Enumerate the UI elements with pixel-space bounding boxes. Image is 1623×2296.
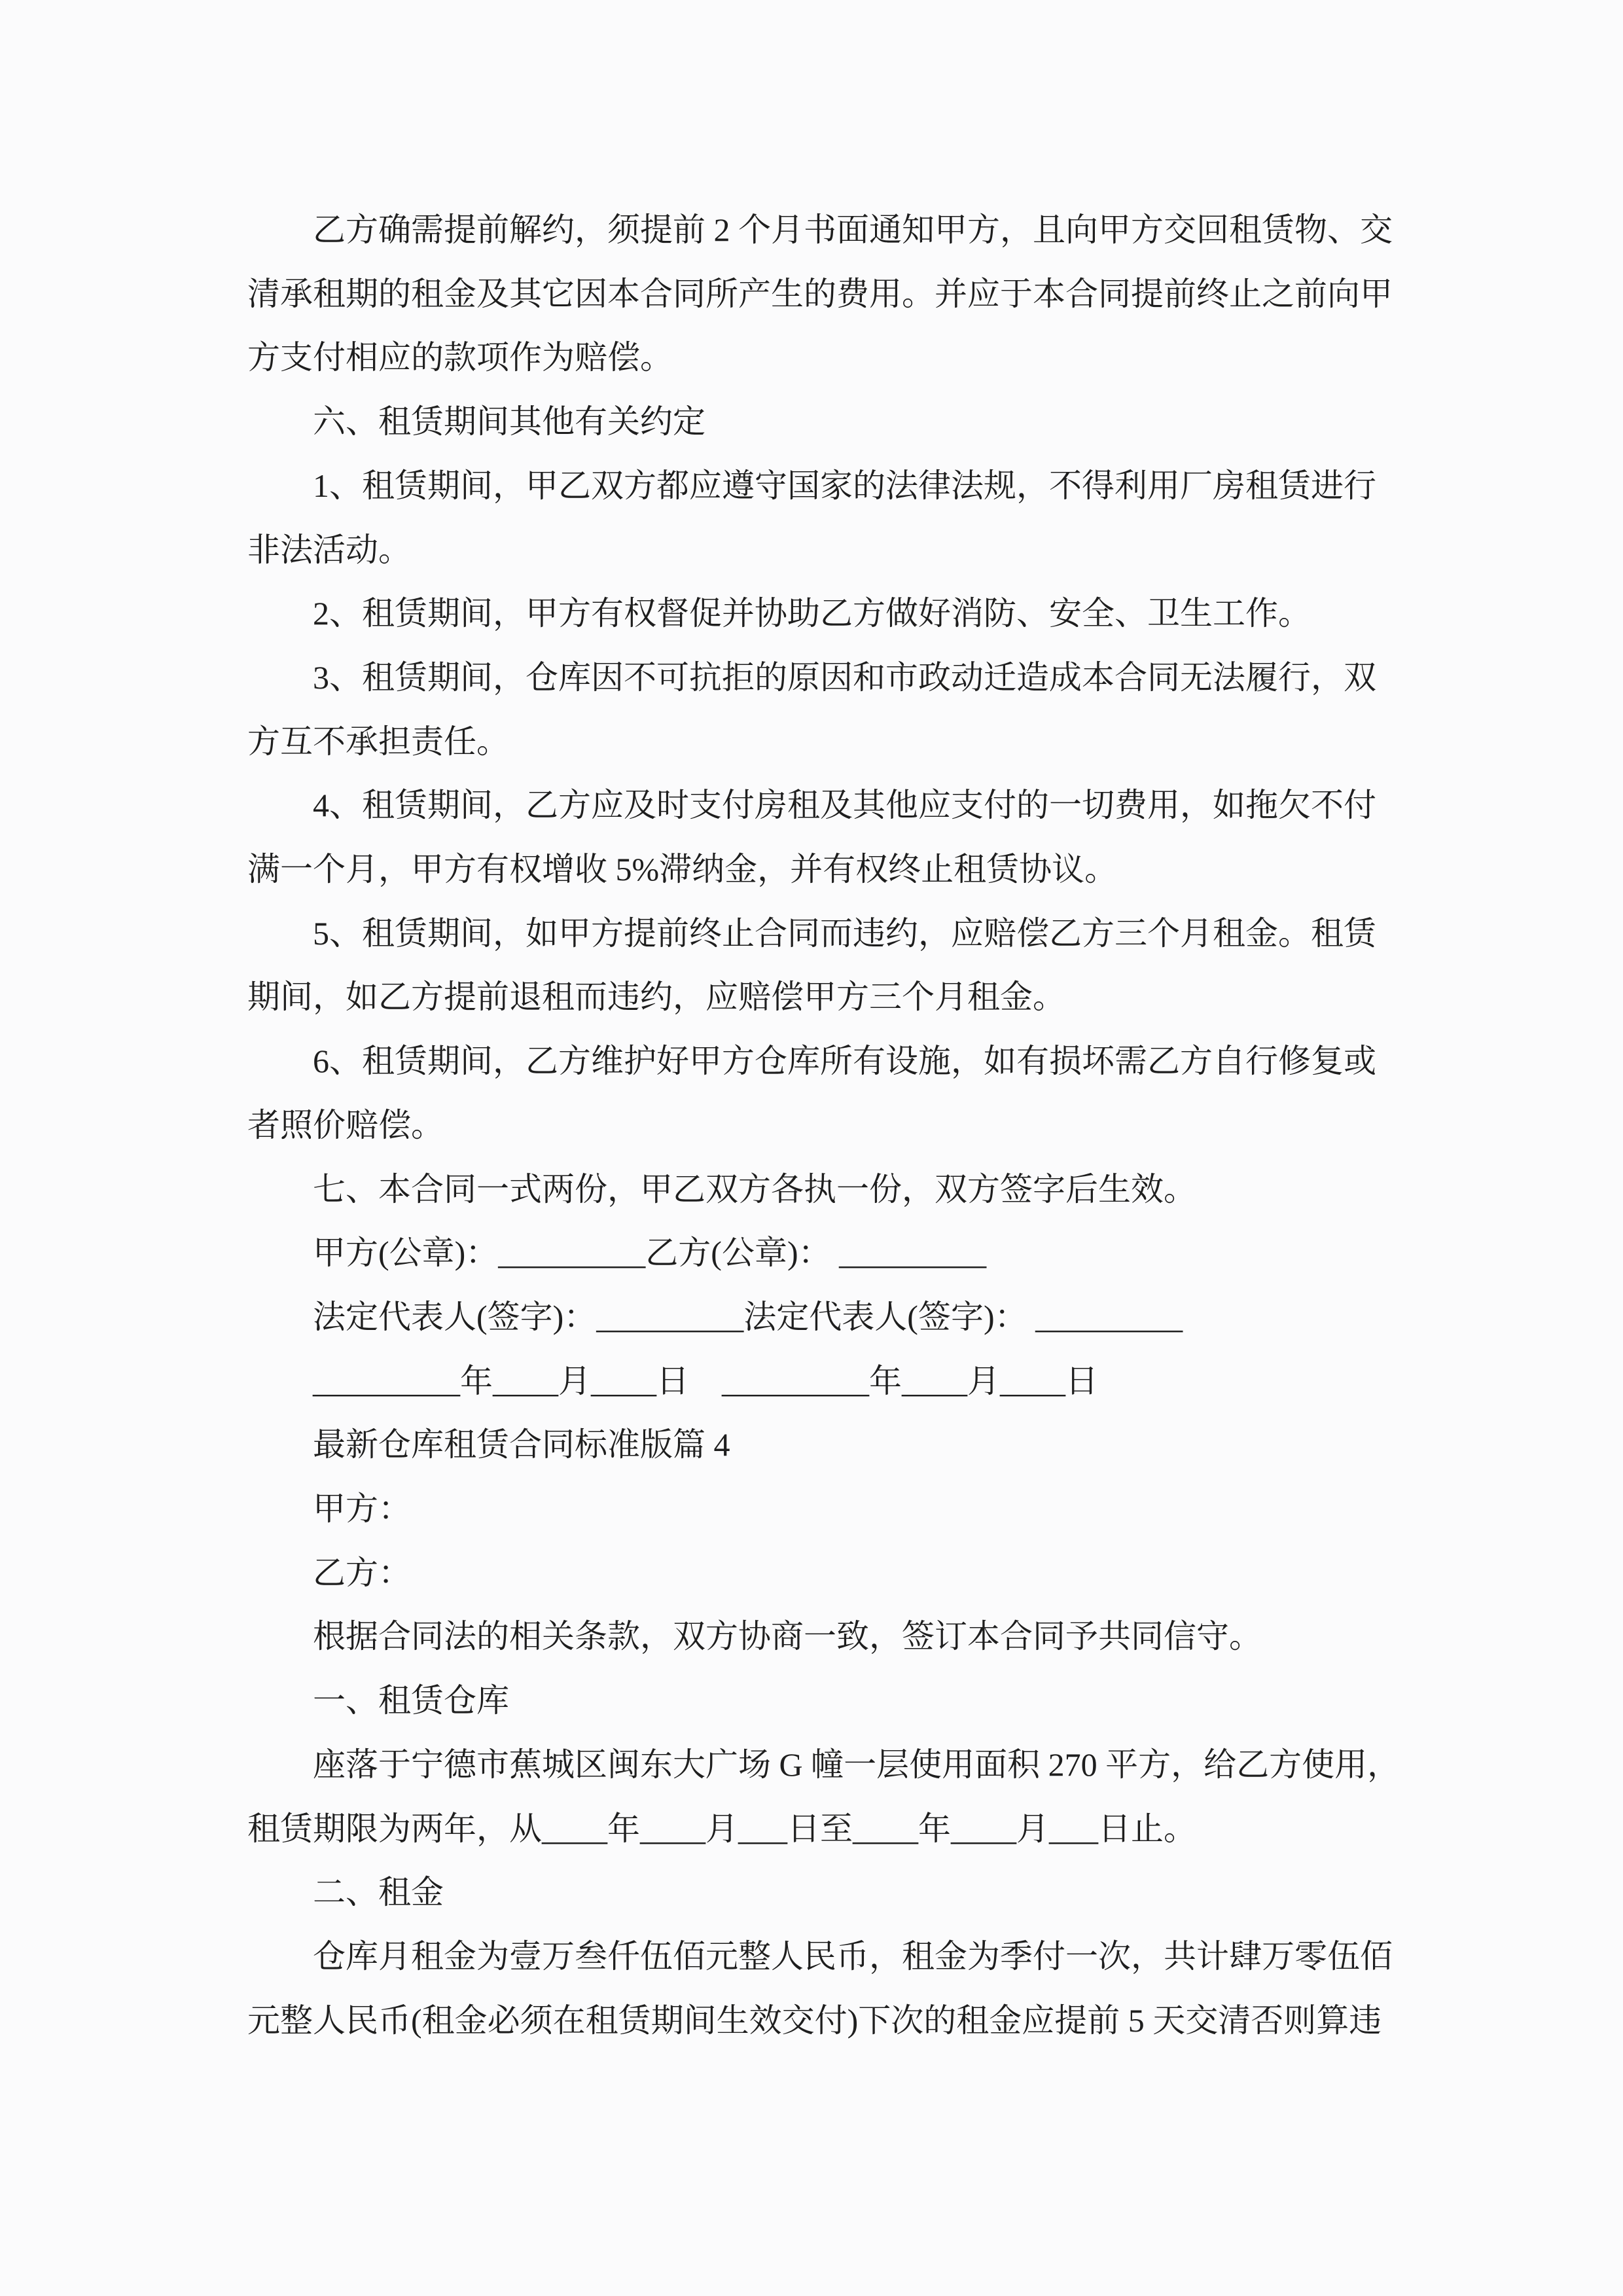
contract-line-10: 4、租赁期间，乙方应及时支付房租及其他应支付的一切费用，如拖欠不付 (313, 787, 1376, 824)
contract-line-4: 六、租赁期间其他有关约定 (313, 403, 705, 440)
contract-line-5: 1、租赁期间，甲乙双方都应遵守国家的法律法规，不得利用厂房租赁进行 (313, 467, 1376, 504)
contract-line-27: 二、租金 (313, 1874, 444, 1911)
contract-line-14: 6、租赁期间，乙方维护好甲方仓库所有设施，如有损坏需乙方自行修复或 (313, 1043, 1376, 1080)
contract-line-7: 2、租赁期间，甲方有权督促并协助乙方做好消防、安全、卫生工作。 (313, 595, 1311, 632)
contract-line-19: _________年____月____日 _________年____月____日 (313, 1362, 1098, 1399)
contract-line-13: 期间，如乙方提前退租而违约，应赔偿甲方三个月租金。 (247, 978, 1065, 1016)
contract-line-9: 方互不承担责任。 (247, 723, 509, 760)
contract-line-1: 乙方确需提前解约，须提前 2 个月书面通知甲方，且向甲方交回租赁物、交 (313, 211, 1393, 248)
contract-text-block (247, 198, 1400, 2053)
contract-line-24: 一、租赁仓库 (313, 1682, 509, 1719)
contract-line-12: 5、租赁期间，如甲方提前终止合同而违约，应赔偿乙方三个月租金。租赁 (313, 914, 1376, 952)
contract-line-16: 七、本合同一式两份，甲乙双方各执一份，双方签字后生效。 (313, 1170, 1196, 1208)
contract-line-28: 仓库月租金为壹万叁仟伍佰元整人民币，租金为季付一次，共计肆万零伍佰 (313, 1937, 1393, 1975)
contract-line-2: 清承租期的租金及其它因本合同所产生的费用。并应于本合同提前终止之前向甲 (247, 275, 1393, 312)
contract-line-29: 元整人民币(租金必须在租赁期间生效交付)下次的租金应提前 5 天交清否则算违 (247, 2001, 1382, 2039)
contract-line-26: 租赁期限为两年，从____年____月___日至____年____月___日止。 (247, 1810, 1196, 1847)
contract-line-21: 甲方： (313, 1490, 411, 1528)
contract-line-3: 方支付相应的款项作为赔偿。 (247, 339, 673, 376)
contract-line-20: 最新仓库租赁合同标准版篇 4 (313, 1426, 730, 1463)
contract-line-22: 乙方： (313, 1554, 411, 1591)
contract-line-17: 甲方(公章)：_________乙方(公章)： _________ (313, 1234, 987, 1272)
contract-line-18: 法定代表人(签字)：_________法定代表人(签字)： _________ (313, 1298, 1183, 1335)
contract-line-11: 满一个月，甲方有权增收 5%滞纳金，并有权终止租赁协议。 (247, 851, 1118, 888)
contract-line-8: 3、租赁期间，仓库因不可抗拒的原因和市政动迁造成本合同无法履行，双 (313, 658, 1376, 696)
contract-line-25: 座落于宁德市蕉城区闽东大广场 G 幢一层使用面积 270 平方，给乙方使用， (313, 1746, 1400, 1783)
contract-line-23: 根据合同法的相关条款，双方协商一致，签订本合同予共同信守。 (313, 1618, 1262, 1655)
contract-line-15: 者照价赔偿。 (247, 1106, 444, 1143)
contract-line-6: 非法活动。 (247, 531, 411, 568)
